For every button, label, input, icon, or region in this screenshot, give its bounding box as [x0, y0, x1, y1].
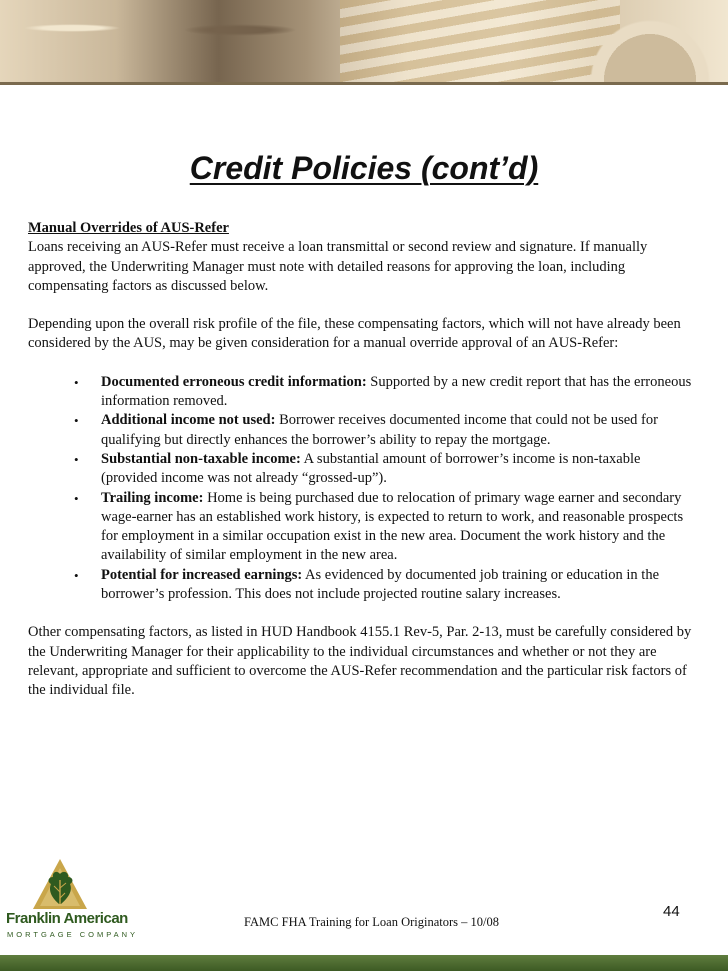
oak-leaf-triangle-icon: [32, 858, 88, 910]
footer-bar: [0, 955, 728, 971]
list-item: [28, 411, 696, 450]
footer-text: FAMC FHA Training for Loan Originators – 10/08: [244, 915, 499, 929]
list-item-text: A substantial amount of borrower’s income is non-taxable (provided income was not already “grossed-up”).: [101, 450, 641, 487]
list-item-term: Documented erroneous credit information:: [101, 373, 367, 390]
list-item-term: Additional income not used:: [101, 412, 276, 429]
bullet-icon: •: [74, 451, 79, 467]
page-title: [0, 148, 728, 188]
logo-name: Franklin American: [6, 910, 128, 927]
intro-paragraph: [28, 219, 696, 296]
list-item-term: Substantial non-taxable income:: [101, 450, 301, 467]
list-item-text: Home is being purchased due to relocation of primary wage earner and secondary wage-earner has an established work history, is expected to return to work, and reasonable prospects for employment in a similar occupation exist in the new area. Document the work history and the availability of similar employment in the new area.: [101, 489, 684, 564]
paragraph-2: Depending upon the overall risk profile of the file, these compensating factors, which will not have already been considered by the AUS, may be given consideration for a manual override approval of an AUS-Refer:: [28, 316, 681, 352]
paragraph-1: Loans receiving an AUS-Refer must receive a loan transmittal or second review and signature. If manually approved, the Underwriting Manager must note with detailed reasons for approving the loan, including compensating factors as discussed below.: [28, 239, 648, 294]
list-item: [28, 566, 696, 605]
paragraph-3: Other compensating factors, as listed in HUD Handbook 4155.1 Rev-5, Par. 2-13, must be carefully considered by the Underwriting Manager for their applicability to the individual circumstances and whether or not they are relevant, appropriate and sufficient to overcome the AUS-Refer recommendation and the particular risk factors of the individual file.: [28, 624, 692, 699]
page-number: 44: [663, 903, 680, 920]
list-item: [28, 489, 696, 566]
logo-tagline: MORTGAGE COMPANY: [7, 930, 139, 939]
header-banner: [0, 0, 728, 82]
capitol-dome-graphic: [570, 0, 728, 82]
slide-content: [28, 219, 696, 720]
list-item: [28, 373, 696, 412]
bullet-icon: •: [74, 490, 79, 506]
company-logo: [6, 858, 139, 942]
bullet-icon: •: [74, 567, 79, 583]
section-heading: Manual Overrides of AUS-Refer: [28, 220, 229, 236]
list-item-term: Potential for increased earnings:: [101, 566, 303, 583]
compensating-factors-list: [28, 373, 696, 605]
header-divider: [0, 82, 728, 85]
list-item-text: Borrower receives documented income that could not be used for qualifying but directly enhances the borrower’s ability to repay the mortgage.: [101, 412, 658, 448]
list-item: [28, 450, 696, 489]
list-item-term: Trailing income:: [101, 489, 204, 506]
bullet-icon: •: [74, 374, 79, 390]
page-title-text: Credit Policies (cont’d): [189, 150, 539, 186]
list-item-text: As evidenced by documented job training or education in the borrower’s profession. This does not include projected routine salary increases.: [101, 566, 659, 603]
bullet-icon: •: [74, 413, 79, 429]
list-item-text: Supported by a new credit report that has the erroneous information removed.: [101, 373, 692, 410]
